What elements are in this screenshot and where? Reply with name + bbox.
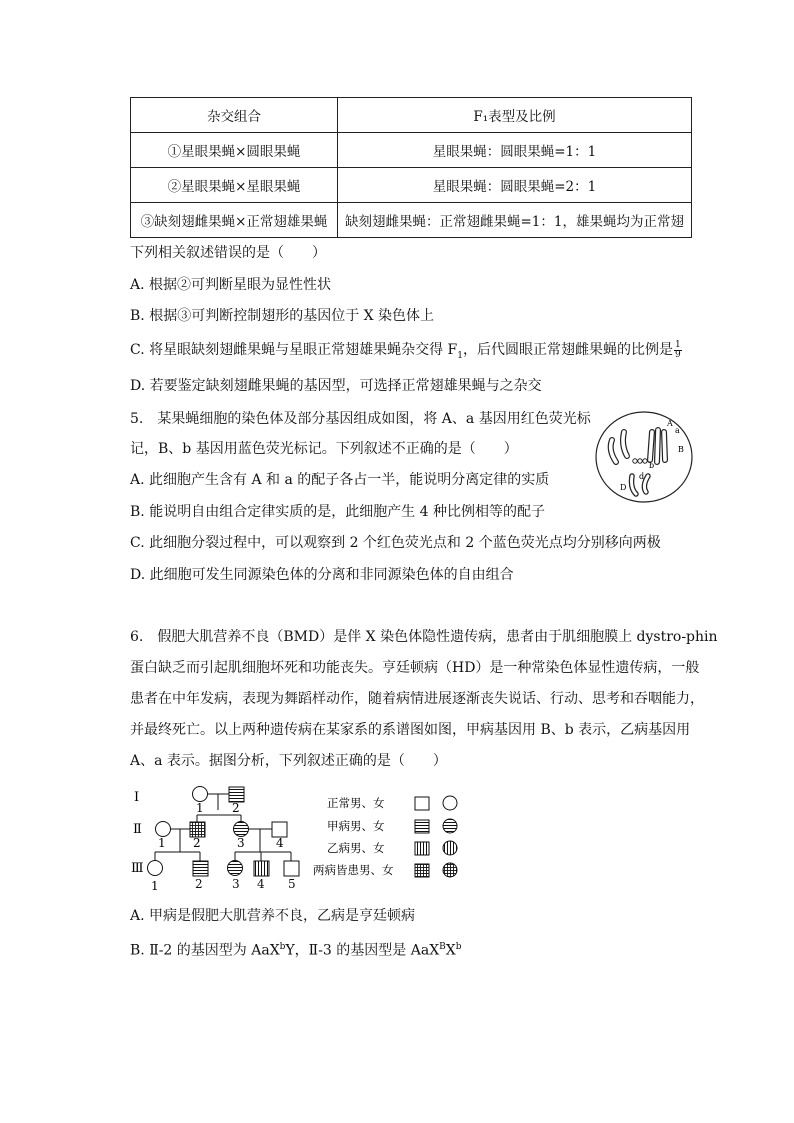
pedigree-id: 2	[195, 877, 203, 891]
cross-table	[130, 97, 692, 238]
pedigree-id: 1	[196, 801, 204, 815]
q5-option-d: D. 此细胞可发生同源染色体的分离和非同源染色体的自由组合	[130, 567, 514, 583]
pedigree-id: 3	[237, 836, 245, 850]
gen3-female-3	[228, 861, 243, 876]
q4-option-c-pre: C. 将星眼缺刻翅雌果蝇与星眼正常翅雄果蝇杂交得 F	[130, 342, 458, 358]
fraction-denominator: 9	[675, 349, 681, 360]
q5-stem-line2: 记，B、b 基因用蓝色荧光标记。下列叙述不正确的是（ ）	[130, 441, 518, 457]
table-cell: ②星眼果蝇×星眼果蝇	[131, 168, 338, 203]
gen3-male-2	[193, 861, 208, 876]
q6-option-b-text: X	[445, 942, 456, 959]
generation-label: Ⅱ	[133, 822, 142, 837]
table-header-row	[131, 98, 692, 133]
table-row	[131, 168, 692, 203]
table-header-cell: F₁表型及比例	[338, 98, 692, 133]
q6-stem-line3: 患者在中年发病，表现为舞蹈样动作，随着病情进展逐渐丧失说话、行动、思考和吞咽能力，	[130, 691, 704, 707]
pedigree-id: 1	[158, 836, 166, 850]
gene-label: B	[678, 445, 684, 454]
legend-label: 乙病男、女	[327, 841, 385, 855]
gen2-male-4	[272, 822, 287, 837]
q6-stem-line4: 并最终死亡。以上两种遗传病在某家系的系谱图如图，甲病基因用 B、b 表示，乙病基因用	[130, 722, 691, 738]
gen2-male-2	[190, 822, 205, 837]
legend-disease-a-female	[443, 819, 457, 833]
legend-both-male	[415, 864, 429, 877]
q4-option-c	[130, 340, 682, 366]
q6-option-b-text: Y，Ⅱ-3 的基因型是 AaX	[285, 942, 440, 959]
q6-option-b-text: B. Ⅱ-2 的基因型为 AaX	[130, 942, 280, 959]
q6-option-b-sup: B	[439, 942, 446, 952]
q6-stem-line5: A、a 表示。据图分析，下列叙述正确的是（ ）	[130, 753, 447, 769]
pedigree-id: 2	[193, 836, 201, 850]
q6-option-b-sup: b	[455, 942, 462, 952]
gen3-female-1	[148, 861, 163, 876]
gen1-female-1	[193, 787, 208, 802]
legend-label: 两病皆患男、女	[313, 863, 394, 877]
pedigree-id: 5	[288, 877, 296, 891]
q4-option-a: A. 根据②可判断星眼为显性性状	[130, 277, 332, 293]
fraction-numerator: 1	[675, 339, 681, 350]
q4-prompt: 下列相关叙述错误的是（ ）	[130, 245, 326, 261]
pedigree-id: 4	[276, 836, 284, 850]
q4-option-b: B. 根据③可判断控制翅形的基因位于 X 染色体上	[130, 308, 435, 324]
pedigree-id: 3	[232, 877, 240, 891]
table-row	[131, 203, 692, 238]
table-cell: 星眼果蝇：圆眼果蝇=1：1	[338, 133, 692, 168]
table-cell: 缺刻翅雌果蝇：正常翅雌果蝇=1：1，雄果蝇均为正常翅	[338, 203, 692, 238]
pedigree-id: 4	[257, 877, 265, 891]
gen2-female-3	[234, 822, 249, 837]
legend-disease-b-male	[415, 842, 429, 855]
gene-label: D	[620, 483, 627, 492]
legend-label: 甲病男、女	[327, 819, 385, 833]
gen3-male-4	[254, 861, 269, 876]
fraction-one-ninth	[674, 341, 682, 360]
legend-normal-female	[443, 796, 457, 810]
gene-label: b	[649, 461, 655, 470]
table-row	[131, 133, 692, 168]
pedigree-chart	[125, 782, 465, 893]
gen1-male-2	[229, 787, 244, 802]
q6-stem-line2: 蛋白缺乏而引起肌细胞坏死和功能丧失。亨廷顿病（HD）是一种常染色体显性遗传病，一般	[130, 660, 700, 676]
legend-label: 正常男、女	[327, 796, 385, 810]
table-cell: ③缺刻翅雌果蝇×正常翅雄果蝇	[131, 203, 338, 238]
gene-label: a	[675, 426, 680, 435]
q4-option-c-post: ，后代圆眼正常翅雌果蝇的比例是	[463, 342, 674, 358]
pedigree-id: 1	[151, 879, 159, 893]
q6-option-b-sup: b	[279, 942, 286, 952]
q4-option-c-sub: 1	[457, 350, 464, 361]
q6-option-b	[130, 937, 462, 961]
generation-label: Ⅰ	[134, 790, 140, 805]
table-cell: ①星眼果蝇×圆眼果蝇	[131, 133, 338, 168]
gene-label: d	[639, 472, 645, 481]
gene-label: A	[667, 419, 673, 428]
legend-disease-a-male	[415, 820, 429, 833]
q6-option-a: A. 甲病是假肥大肌营养不良，乙病是亨廷顿病	[130, 908, 416, 924]
q4-option-d: D. 若要鉴定缺刻翅雌果蝇的基因型，可选择正常翅雄果蝇与之杂交	[130, 378, 542, 394]
legend-normal-male	[415, 797, 429, 810]
table-header-cell: 杂交组合	[131, 98, 338, 133]
q5-option-a: A. 此细胞产生含有 A 和 a 的配子各占一半，能说明分离定律的实质	[130, 472, 550, 488]
pedigree-id: 2	[232, 801, 240, 815]
q6-stem-line1: 6. 假肥大肌营养不良（BMD）是伴 X 染色体隐性遗传病，患者由于肌细胞膜上 dystro-phin	[130, 629, 718, 645]
q5-option-b: B. 能说明自由组合定律实质的是，此细胞产生 4 种比例相等的配子	[130, 504, 545, 520]
gen3-male-5	[284, 861, 299, 876]
gen2-female-1	[156, 822, 171, 837]
q5-stem-line1: 5. 某果蝇细胞的染色体及部分基因组成如图，将 A、a 基因用红色荧光标	[130, 411, 591, 427]
generation-label: Ⅲ	[131, 861, 144, 876]
cell-chromosome-diagram	[594, 410, 694, 505]
table-cell: 星眼果蝇：圆眼果蝇=2：1	[338, 168, 692, 203]
q5-option-c: C. 此细胞分裂过程中，可以观察到 2 个红色荧光点和 2 个蓝色荧光点均分别移向两极	[130, 535, 661, 551]
legend-disease-b-female	[443, 841, 457, 855]
legend-both-female	[443, 863, 457, 877]
